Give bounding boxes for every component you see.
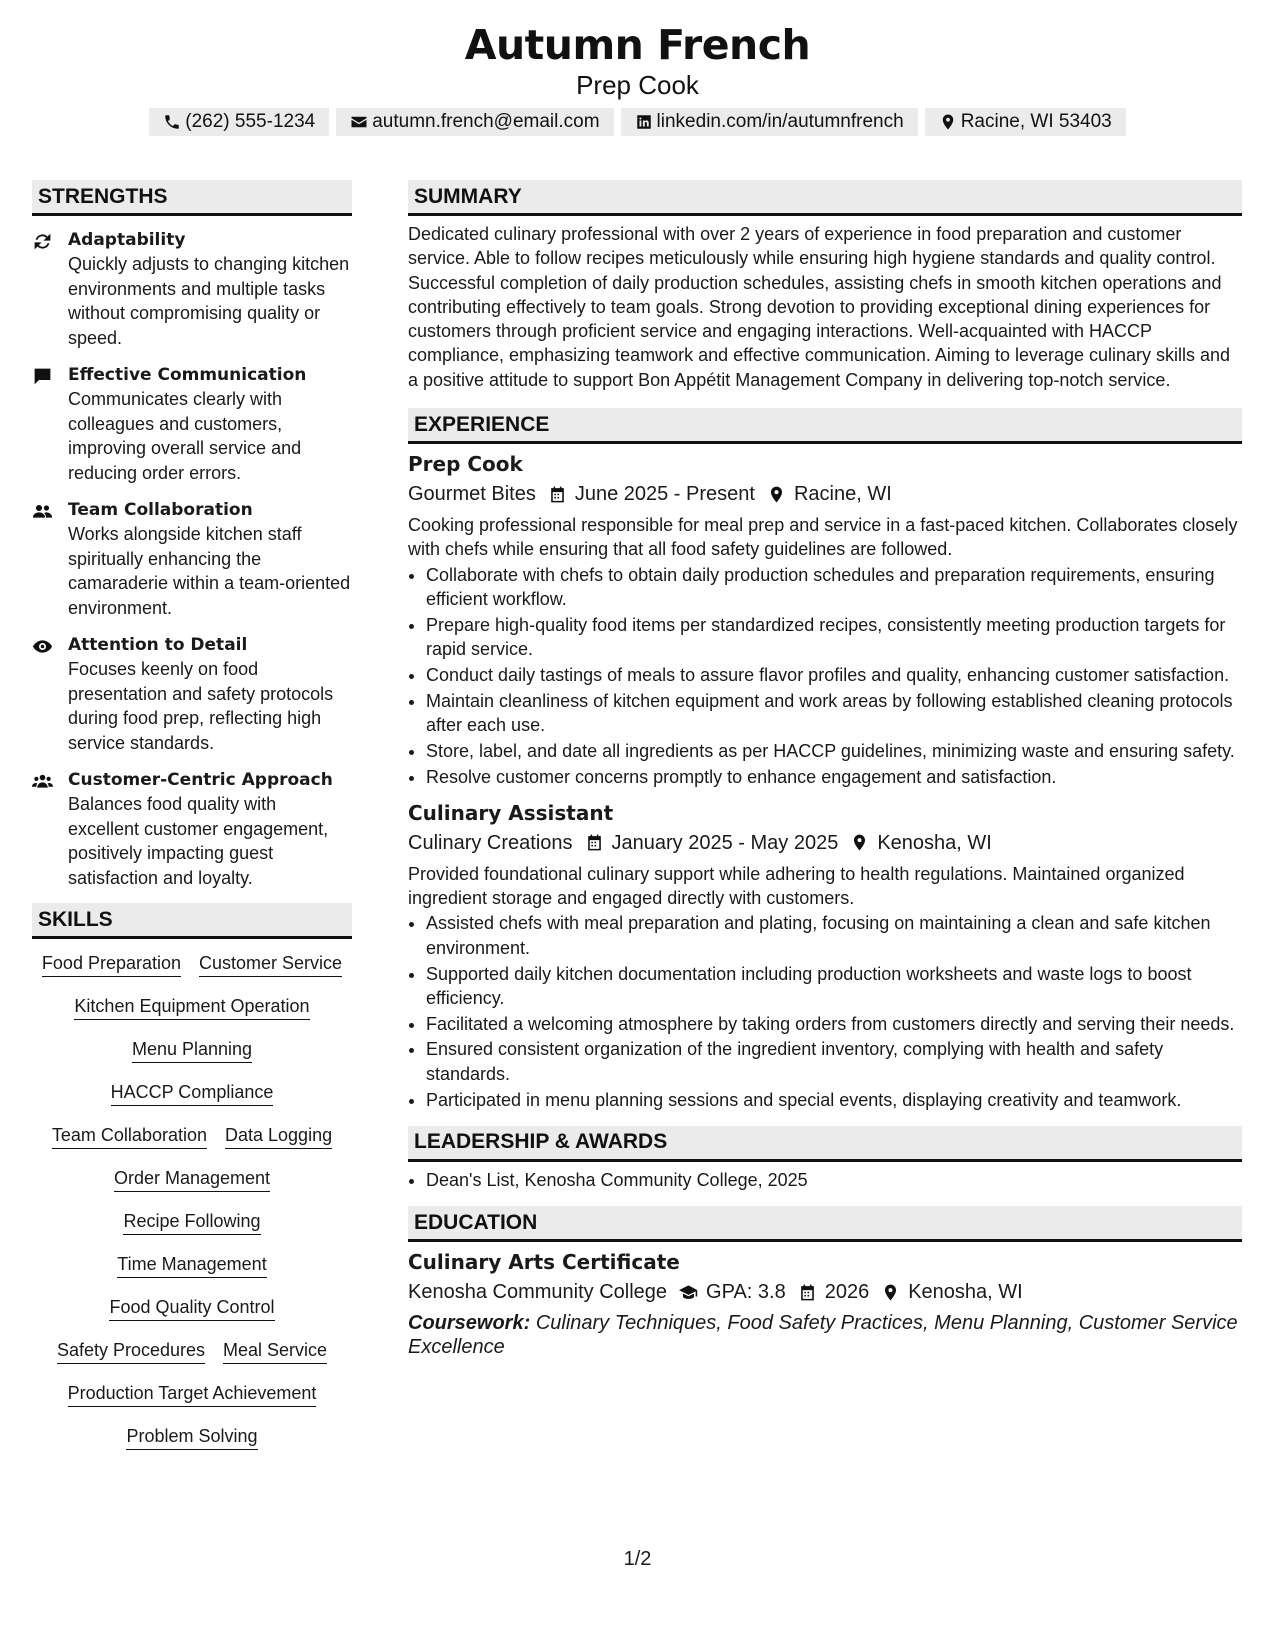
user-group-icon [32, 771, 53, 792]
strength-desc: Works alongside kitchen staff spiritually enhancing the camaraderie within a team-oriented environment. [68, 524, 351, 618]
education-gpa: GPA: 3.8 [706, 1281, 786, 1304]
school-name: Kenosha Community College [408, 1281, 668, 1304]
strength-title: Customer-Centric Approach [68, 770, 333, 790]
job-title: Culinary Assistant [408, 800, 614, 825]
skill-tag: Order Management [114, 1166, 270, 1192]
skill-tag: Data Logging [225, 1123, 332, 1149]
skill-tag: Food Quality Control [109, 1295, 274, 1321]
job-description: Cooking professional responsible for meal prep and service in a fast-paced kitchen. Collaborates closely with chefs while ensuring that all food safety guidelines are followed. [408, 515, 1238, 560]
strength-desc: Balances food quality with excellent customer engagement, positively impacting guest satisfaction and loyalty. [68, 794, 329, 888]
refresh-icon [32, 231, 53, 252]
strengths-list [32, 228, 352, 890]
user-pair-icon [32, 501, 53, 522]
strength-desc: Communicates clearly with colleagues and customers, improving overall service and reducing order errors. [68, 389, 302, 483]
job-title: Prep Cook [408, 452, 523, 477]
contact-email-text: autumn.french@email.com [372, 111, 600, 132]
skill-tag: Customer Service [199, 951, 342, 977]
job-company: Gourmet Bites [408, 483, 536, 506]
list-item: • Supported daily kitchen documentation including production worksheets and waste logs to boost efficiency. [426, 962, 1242, 1011]
list-item: • Maintain cleanliness of kitchen equipment and work areas by following established cleaning protocols after each use. [426, 689, 1242, 738]
education-entry [408, 1248, 1242, 1359]
job-bullets [408, 563, 1242, 789]
contact-location [925, 108, 1126, 136]
skill-tag: Time Management [117, 1252, 266, 1278]
job-company: Culinary Creations [408, 831, 573, 854]
strength-title: Effective Communication [68, 365, 307, 385]
map-pin-icon [939, 113, 957, 131]
strength-title: Team Collaboration [68, 500, 253, 520]
list-item: • Assisted chefs with meal preparation and plating, focusing on maintaining a clean and safe kitchen environment. [426, 911, 1242, 960]
strength-item [32, 768, 352, 890]
candidate-title: Prep Cook [576, 70, 699, 100]
page-number: 1/2 [623, 1548, 652, 1570]
skills-heading: SKILLS [32, 903, 352, 939]
awards-list [408, 1168, 1242, 1192]
strength-item [32, 228, 352, 350]
coursework-text: Culinary Techniques, Food Safety Practices, Menu Planning, Customer Service Excellence [408, 1312, 1238, 1359]
map-pin-icon [850, 833, 869, 852]
job-dates: January 2025 - May 2025 [611, 831, 839, 854]
skill-tag: Recipe Following [123, 1209, 260, 1235]
calendar-icon [585, 833, 604, 852]
skill-tag: Production Target Achievement [68, 1381, 317, 1407]
speech-bubble-icon [32, 366, 53, 387]
list-item: • Prepare high-quality food items per standardized recipes, consistently meeting production targets for rapid service. [426, 613, 1242, 662]
list-item: • Conduct daily tastings of meals to assure flavor profiles and quality, enhancing customer satisfaction. [426, 663, 1242, 687]
list-item: • Facilitated a welcoming atmosphere by taking orders from customers directly and serving their needs. [426, 1012, 1242, 1036]
job-entry [408, 450, 1242, 789]
calendar-icon [798, 1283, 817, 1302]
job-location: Racine, WI [793, 483, 892, 506]
contact-location-text: Racine, WI 53403 [960, 111, 1112, 132]
list-item: • Collaborate with chefs to obtain daily production schedules and preparation requirements, ensuring efficient workflow. [426, 563, 1242, 612]
skill-tag: Safety Procedures [57, 1338, 205, 1364]
education-year: 2026 [824, 1281, 870, 1304]
left-column [32, 180, 352, 1450]
strength-title: Attention to Detail [68, 635, 248, 655]
skill-tag: Food Preparation [42, 951, 181, 977]
skill-tag: Kitchen Equipment Operation [74, 994, 309, 1020]
contact-phone [149, 108, 329, 136]
experience-heading: EXPERIENCE [408, 408, 1242, 444]
candidate-name: Autumn French [464, 21, 811, 69]
education-meta [408, 1277, 1242, 1307]
skill-tag: Team Collaboration [52, 1123, 207, 1149]
awards-heading: LEADERSHIP & AWARDS [408, 1126, 1242, 1162]
job-description: Provided foundational culinary support while adhering to health regulations. Maintained organized ingredient storage and engaged directly with customers. [408, 863, 1185, 909]
contact-email[interactable] [336, 108, 613, 136]
list-item: • Dean's List, Kenosha Community College, 2025 [426, 1168, 1242, 1192]
coursework-label: Coursework: [408, 1312, 531, 1335]
resume-header [0, 20, 1275, 136]
strength-item [32, 363, 352, 485]
graduation-cap-icon [679, 1283, 698, 1302]
eye-icon [32, 636, 53, 657]
skills-list [32, 951, 352, 1450]
list-item: • Store, label, and date all ingredients as per HACCP guidelines, minimizing waste and ensuring safety. [426, 739, 1242, 763]
skill-tag: Problem Solving [126, 1424, 257, 1450]
job-entry [408, 799, 1242, 1112]
strength-desc: Quickly adjusts to changing kitchen environments and multiple tasks without compromising quality or speed. [68, 254, 350, 348]
phone-icon [163, 113, 181, 131]
strength-title: Adaptability [68, 230, 186, 250]
contact-phone-text: (262) 555-1234 [185, 111, 316, 132]
job-meta [408, 828, 1242, 858]
coursework [408, 1311, 1242, 1359]
linkedin-icon [635, 113, 653, 131]
skill-tag: HACCP Compliance [111, 1080, 274, 1106]
map-pin-icon [767, 485, 786, 504]
list-item: • Participated in menu planning sessions and special events, displaying creativity and teamwork. [426, 1088, 1242, 1112]
skill-tag: Menu Planning [132, 1037, 252, 1063]
job-bullets [408, 911, 1242, 1111]
summary-text: Dedicated culinary professional with over 2 years of experience in food preparation and customer service. Able to follow recipes meticulously while ensuring high hygiene standards and quality control. Successful completion of daily production schedules, assisting chefs in smooth kitchen operations and contributing effectively to team goals. Strong devotion to providing exceptional dining experiences for customers through proficient service and engaging interactions. Well-acquainted with HACCP compliance, emphasizing teamwork and effective communication. Aiming to leverage culinary skills and a positive attitude to support Bon Appétit Management Company in delivering top-notch service. [408, 224, 1231, 390]
contact-linkedin-text: linkedin.com/in/autumnfrench [656, 111, 904, 132]
degree-title: Culinary Arts Certificate [408, 1250, 680, 1275]
strength-item [32, 633, 352, 755]
job-location: Kenosha, WI [877, 831, 992, 854]
map-pin-icon [881, 1283, 900, 1302]
summary-heading: SUMMARY [408, 180, 1242, 216]
envelope-icon [350, 113, 368, 131]
strengths-heading: STRENGTHS [32, 180, 352, 216]
skill-tag: Meal Service [223, 1338, 327, 1364]
education-location: Kenosha, WI [908, 1281, 1023, 1304]
list-item: • Resolve customer concerns promptly to enhance engagement and satisfaction. [426, 765, 1242, 789]
calendar-icon [548, 485, 567, 504]
strength-item [32, 498, 352, 620]
job-meta [408, 479, 1242, 509]
contact-linkedin[interactable] [621, 108, 918, 136]
education-heading: EDUCATION [408, 1206, 1242, 1242]
job-dates: June 2025 - Present [574, 483, 755, 506]
right-column [408, 180, 1242, 1359]
strength-desc: Focuses keenly on food presentation and safety protocols during food prep, reflecting high service standards. [68, 659, 334, 753]
contact-bar [0, 108, 1275, 136]
list-item: • Ensured consistent organization of the ingredient inventory, complying with health and safety standards. [426, 1037, 1242, 1086]
